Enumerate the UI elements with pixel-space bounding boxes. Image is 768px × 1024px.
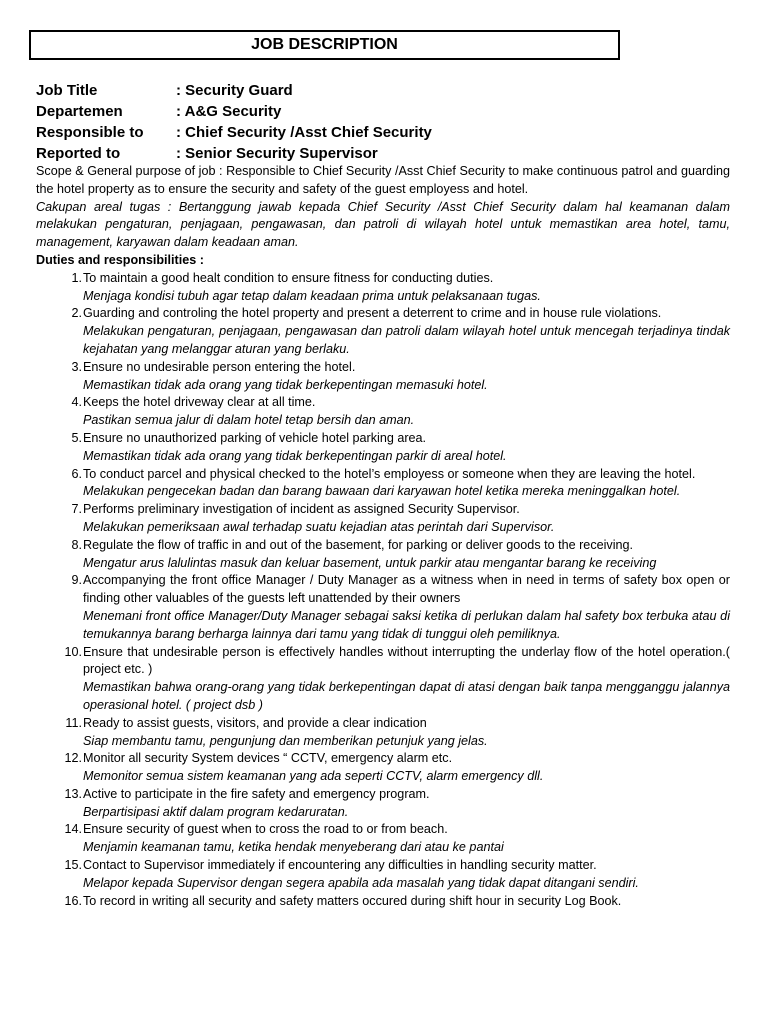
duty-english: Ensure security of guest when to cross the road to or from beach. (83, 822, 448, 837)
duty-number: 7. (71, 502, 82, 517)
duty-indonesian: Melapor kepada Supervisor dengan segera apabila ada masalah yang tidak dapat ditangani sendiri. (83, 875, 639, 890)
duty-indonesian: Melakukan pengaturan, penjagaan, pengawasan dan patroli dalam wilayah hotel untuk mencegah terjadinya tindak kejahatan yang melanggar aturan yang berlaku. (83, 324, 730, 356)
duty-item (36, 537, 730, 573)
scope-english: Scope & General purpose of job : Responsible to Chief Security /Asst Chief Security to make continuous patrol and guarding the hotel property as to ensure the security and safety of the guest employess and hotel. (36, 164, 730, 196)
meta-value: : Senior Security Supervisor (176, 145, 378, 162)
duty-english: To maintain a good healt condition to ensure fitness for conducting duties. (83, 270, 494, 285)
meta-label: Departemen (36, 103, 123, 120)
duty-number: 10. (64, 644, 82, 659)
duty-english: Keeps the hotel driveway clear at all time. (83, 395, 316, 410)
duty-item (36, 466, 730, 502)
duty-indonesian: Berpartisipasi aktif dalam program kedaruratan. (83, 804, 349, 819)
meta-row-responsible-to (36, 122, 736, 143)
duty-english: To record in writing all security and safety matters occured during shift hour in security Log Book. (83, 893, 622, 908)
duty-number: 3. (71, 359, 82, 374)
duty-number: 5. (71, 430, 82, 445)
duty-english: To conduct parcel and physical checked to the hotel’s employess or someone when they are leaving the hotel. (83, 466, 696, 481)
page-title: JOB DESCRIPTION (29, 30, 620, 60)
duty-item (36, 750, 730, 786)
duty-item (36, 359, 730, 395)
duty-english: Active to participate in the fire safety and emergency program. (83, 786, 430, 801)
duty-item (36, 786, 730, 822)
duties-heading: Duties and responsibilities : (36, 252, 204, 267)
duty-indonesian: Melakukan pengecekan badan dan barang bawaan dari karyawan hotel ketika mereka meninggalkan hotel. (83, 484, 681, 499)
duty-number: 9. (71, 573, 82, 588)
meta-label: Job Title (36, 82, 98, 99)
duty-number: 1. (71, 270, 82, 285)
meta-label: Reported to (36, 145, 121, 162)
duty-item (36, 270, 730, 306)
duty-indonesian: Memastikan tidak ada orang yang tidak berkepentingan memasuki hotel. (83, 377, 488, 392)
scope-indonesian: Cakupan areal tugas : Bertanggung jawab kepada Chief Security /Asst Chief Security dalam hal keamanan dalam melakukan pengaturan, penjagaan, pengawasan, dan patroli di wilayah hotel untuk memastikan area hotel, tamu, management, karyawan dalam keadaan aman. (36, 199, 730, 250)
duties-list (36, 270, 730, 911)
duty-english: Performs preliminary investigation of incident as assigned Security Supervisor. (83, 502, 520, 517)
duty-number: 11. (65, 715, 82, 730)
meta-row-job-title (36, 80, 736, 101)
duty-indonesian: Mengatur arus lalulintas masuk dan keluar basement, untuk parkir atau mengantar barang ke receiving (83, 555, 657, 570)
duty-item (36, 893, 730, 911)
duty-number: 4. (71, 395, 82, 410)
duty-english: Guarding and controling the hotel property and present a deterrent to crime and in house rule violations. (83, 306, 662, 321)
duty-number: 6. (71, 466, 82, 481)
duty-english: Monitor all security System devices “ CCTV, emergency alarm etc. (83, 751, 453, 766)
duty-indonesian: Memonitor semua sistem keamanan yang ada seperti CCTV, alarm emergency dll. (83, 769, 544, 784)
duty-number: 15. (64, 858, 82, 873)
duty-english: Ensure that undesirable person is effectively handles without interrupting the underlay flow of the hotel operation.( project etc. ) (83, 644, 730, 677)
meta-row-department (36, 101, 736, 122)
duty-item (36, 715, 730, 751)
duty-indonesian: Memastikan bahwa orang-orang yang tidak berkepentingan dapat di atasi dengan baik tanpa mengganggu jalannya operasional hotel. ( project dsb ) (83, 680, 730, 712)
duty-number: 13. (64, 786, 82, 801)
duty-english: Ready to assist guests, visitors, and provide a clear indication (83, 715, 427, 730)
duty-indonesian: Menjaga kondisi tubuh agar tetap dalam keadaan prima untuk pelaksanaan tugas. (83, 288, 541, 303)
duty-number: 16. (64, 893, 82, 908)
duty-indonesian: Melakukan pemeriksaan awal terhadap suatu kejadian atas perintah dari Supervisor. (83, 519, 555, 534)
duty-number: 2. (71, 306, 82, 321)
duty-number: 14. (64, 822, 82, 837)
duty-english: Accompanying the front office Manager / Duty Manager as a witness when in need in terms of safety box open or finding other valuables of the guests left unattended by their owners (83, 573, 730, 606)
duty-english: Ensure no unauthorized parking of vehicle hotel parking area. (83, 430, 427, 445)
document-body (36, 163, 730, 910)
meta-label: Responsible to (36, 124, 144, 141)
duty-item (36, 394, 730, 430)
duty-indonesian: Siap membantu tamu, pengunjung dan memberikan petunjuk yang jelas. (83, 733, 488, 748)
duty-item (36, 821, 730, 857)
duty-number: 8. (71, 537, 82, 552)
duty-item (36, 857, 730, 893)
meta-value: : Chief Security /Asst Chief Security (176, 124, 432, 141)
duty-english: Regulate the flow of traffic in and out of the basement, for parking or deliver goods to the receiving. (83, 537, 634, 552)
meta-row-reported-to (36, 143, 736, 164)
duty-indonesian: Memastikan tidak ada orang yang tidak berkepentingan parkir di areal hotel. (83, 448, 507, 463)
duty-item (36, 644, 730, 715)
duty-english: Contact to Supervisor immediately if encountering any difficulties in handling security matter. (83, 858, 597, 873)
job-meta (36, 80, 736, 164)
duty-item (36, 572, 730, 643)
duty-indonesian: Menemani front office Manager/Duty Manager sebagai saksi ketika di perlukan dalam hal safety box terbuka atau di temukannya barang berharga lainnya dari tamu yang tidak di tunggui oleh pemiliknya. (83, 608, 730, 641)
meta-value: : A&G Security (176, 103, 282, 120)
duty-item (36, 501, 730, 537)
duty-english: Ensure no undesirable person entering the hotel. (83, 359, 356, 374)
duty-item (36, 430, 730, 466)
duty-number: 12. (64, 751, 82, 766)
duty-item (36, 305, 730, 358)
duty-indonesian: Menjamin keamanan tamu, ketika hendak menyeberang dari atau ke pantai (83, 840, 504, 855)
duty-indonesian: Pastikan semua jalur di dalam hotel tetap bersih dan aman. (83, 413, 415, 428)
meta-value: : Security Guard (176, 82, 293, 99)
